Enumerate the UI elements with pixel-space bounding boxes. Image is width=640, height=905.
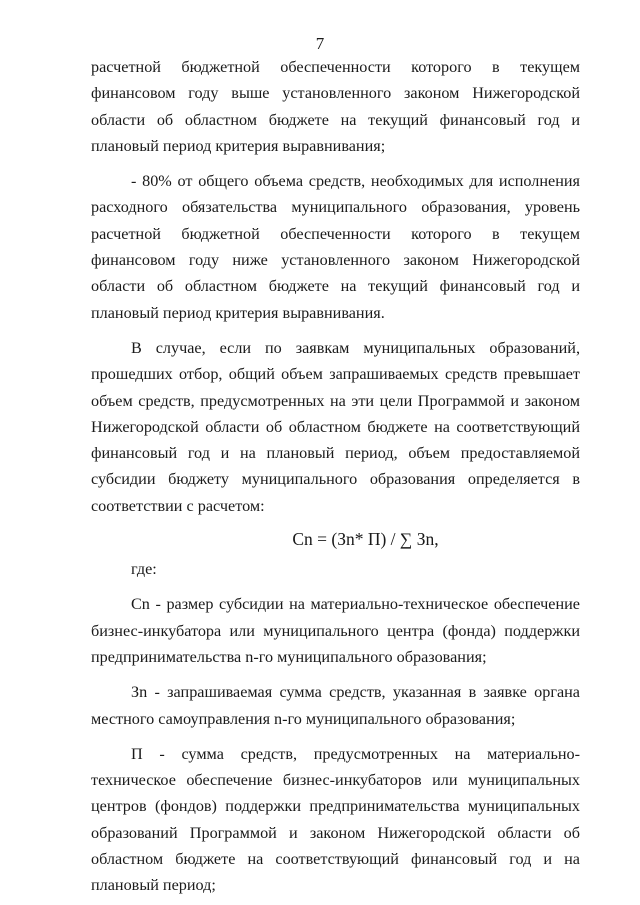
paragraph-where: где: <box>131 560 157 579</box>
paragraph-80-percent: - 80% от общего объема средств, необходимых для исполнения расходного обязательства муниципального образования, уровень расчетной бюджетной обеспеченности которого в текущем финансовом году ниже установленного законом Нижегородской области об областном бюджете на текущий финансовый год и плановый период критерия выравнивания. <box>91 172 580 322</box>
page-number: 7 <box>315 34 325 53</box>
definition-c: Сn - размер субсидии на материально-техническое обеспечение бизнес-инкубатора или муниципального центра (фонда) поддержки предпринимательства n-го муниципального образования; <box>91 595 580 666</box>
definition-z: Зn - запрашиваемая сумма средств, указанная в заявке органа местного самоуправления n-го муниципального образования; <box>91 683 580 728</box>
paragraph-continuation: расчетной бюджетной обеспеченности которого в текущем финансовом году выше установленного законом Нижегородской области об областном бюджете на текущий финансовый год и плановый период критерия выравнивания; <box>91 58 580 155</box>
document-body <box>91 54 580 899</box>
definition-p: П - сумма средств, предусмотренных на материально-техническое обеспечение бизнес-инкубаторов или муниципальных центров (фондов) поддержки предпринимательства муниципальных образований Программой и законом Нижегородской области об областном бюджете на соответствующий финансовый год и на плановый период; <box>91 744 580 895</box>
paragraph-case-exceeds: В случае, если по заявкам муниципальных образований, прошедших отбор, общий объем запрашиваемых средств превышает объем средств, предусмотренных на эти цели Программой и законом Нижегородской области об областном бюджете на соответствующий финансовый год и на плановый период, объем предоставляемой субсидии бюджету муниципального образования определяется в соответствии с расчетом: <box>91 338 580 515</box>
subsidy-formula: Сn = (Зn* П) / ∑ Зn, <box>292 529 439 550</box>
